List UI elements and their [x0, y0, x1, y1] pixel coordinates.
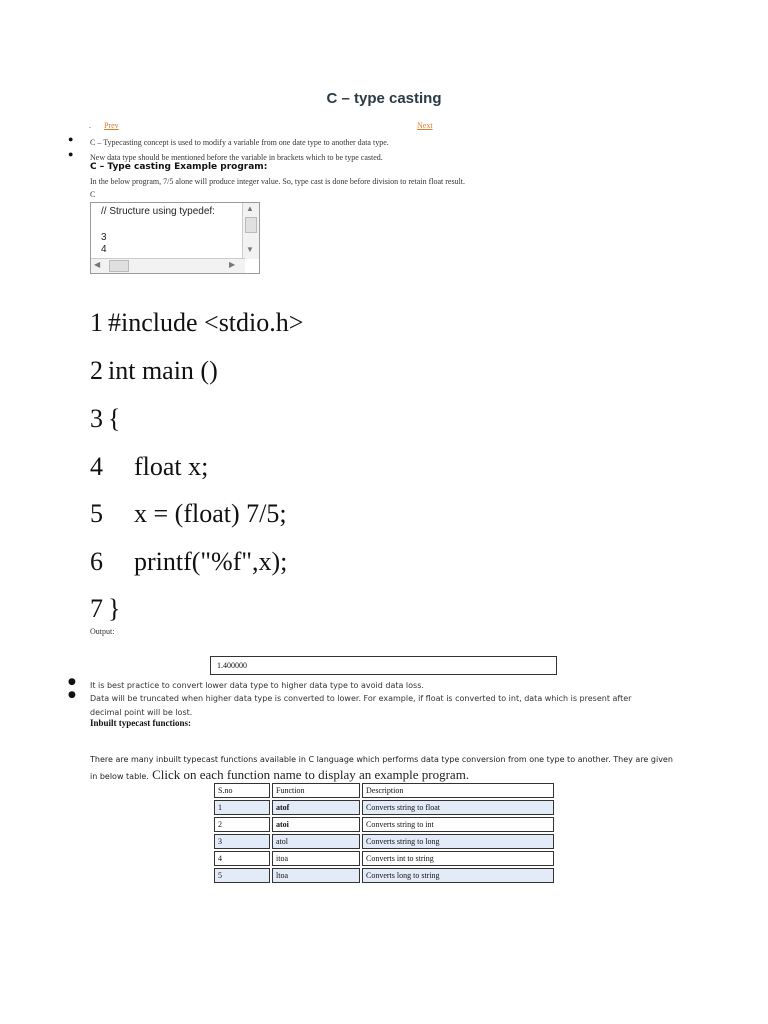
- list-item-text: Data will be truncated when higher data type is converted to lower. For example, if float is converted to int, data which is present after decimal point will be lost.: [90, 694, 632, 717]
- bullet-icon: ●: [68, 149, 74, 159]
- code-text: float x;: [108, 452, 209, 481]
- table-cell: 3: [214, 834, 270, 849]
- line-number: 1: [90, 308, 103, 337]
- inbuilt-paragraph-text-large: Click on each function name to display an example program.: [148, 767, 470, 782]
- example-heading: C – Type casting Example program:: [90, 162, 268, 172]
- code-widget-line: 4: [101, 244, 107, 255]
- list-item-text: New data type should be mentioned before the variable in brackets which to be type casted.: [90, 153, 383, 162]
- code-widget-line: // Structure using typedef:: [101, 206, 215, 217]
- function-link[interactable]: atof: [272, 800, 360, 815]
- table-cell: 5: [214, 868, 270, 883]
- table-row: [214, 834, 554, 849]
- nav-dot: .: [89, 121, 91, 130]
- inbuilt-paragraph-text: There are many inbuilt typecast functions available in C language which performs data type conversion from one type to another. They are given in below table.: [90, 755, 673, 781]
- language-label: C: [90, 190, 96, 199]
- next-link[interactable]: Next: [417, 121, 433, 130]
- table-cell: Converts string to float: [362, 800, 554, 815]
- code-text: int main (): [108, 356, 218, 385]
- code-line: [90, 356, 218, 386]
- code-widget[interactable]: [90, 202, 260, 274]
- code-line: [90, 308, 304, 338]
- line-number: 4: [90, 452, 103, 481]
- table-cell: 1: [214, 800, 270, 815]
- list-item-text: It is best practice to convert lower data type to higher data type to avoid data loss.: [90, 681, 424, 690]
- table-cell: Converts string to int: [362, 817, 554, 832]
- table-cell: Converts string to long: [362, 834, 554, 849]
- function-link[interactable]: atoi: [272, 817, 360, 832]
- inbuilt-heading: Inbuilt typecast functions:: [90, 718, 192, 728]
- code-widget-line: 3: [101, 232, 107, 243]
- function-link[interactable]: ltoa: [272, 868, 360, 883]
- scroll-right-icon[interactable]: ▶: [229, 260, 236, 269]
- line-number: 7: [90, 594, 103, 623]
- table-row: [214, 800, 554, 815]
- scroll-up-icon[interactable]: ▲: [246, 204, 254, 213]
- prev-link[interactable]: Prev: [104, 121, 119, 130]
- table-cell: 4: [214, 851, 270, 866]
- code-text: printf("%f",x);: [108, 547, 288, 576]
- scroll-thumb[interactable]: [109, 260, 129, 272]
- output-box: 1.400000: [210, 656, 557, 675]
- function-link[interactable]: itoa: [272, 851, 360, 866]
- code-line: [90, 547, 288, 577]
- scroll-left-icon[interactable]: ◀: [94, 260, 101, 269]
- code-line: [90, 404, 121, 434]
- code-line: [90, 594, 121, 624]
- line-number: 5: [90, 499, 103, 528]
- table-header-row: [214, 783, 554, 798]
- vertical-scrollbar[interactable]: [242, 203, 259, 259]
- line-number: 3: [90, 404, 103, 433]
- table-row: [214, 817, 554, 832]
- table-cell: 2: [214, 817, 270, 832]
- list-item-text: C – Typecasting concept is used to modify a variable from one date type to another data type.: [90, 138, 389, 147]
- code-text: }: [108, 594, 121, 623]
- bullet-icon: ●: [68, 690, 76, 700]
- code-text: {: [108, 404, 121, 433]
- page-title: C – type casting: [326, 90, 442, 107]
- code-line: [90, 499, 287, 529]
- functions-table: [212, 781, 556, 885]
- line-number: 6: [90, 547, 103, 576]
- intro-text: In the below program, 7/5 alone will produce integer value. So, type cast is done before division to retain float result.: [90, 177, 466, 186]
- table-row: [214, 868, 554, 883]
- table-header: Description: [362, 783, 554, 798]
- code-text: x = (float) 7/5;: [108, 499, 287, 528]
- table-cell: Converts long to string: [362, 868, 554, 883]
- horizontal-scrollbar[interactable]: [91, 258, 245, 273]
- inbuilt-paragraph: [90, 752, 680, 784]
- code-text: #include <stdio.h>: [108, 308, 304, 337]
- table-header: S.no: [214, 783, 270, 798]
- scroll-thumb[interactable]: [245, 217, 257, 233]
- table-row: [214, 851, 554, 866]
- output-label: Output:: [90, 627, 115, 636]
- code-line: [90, 452, 209, 482]
- table-cell: Converts int to string: [362, 851, 554, 866]
- scroll-down-icon[interactable]: ▼: [246, 245, 254, 254]
- table-header: Function: [272, 783, 360, 798]
- function-link[interactable]: atol: [272, 834, 360, 849]
- bullet-icon: ●: [68, 134, 74, 144]
- line-number: 2: [90, 356, 103, 385]
- bullet-icon: ●: [68, 677, 76, 687]
